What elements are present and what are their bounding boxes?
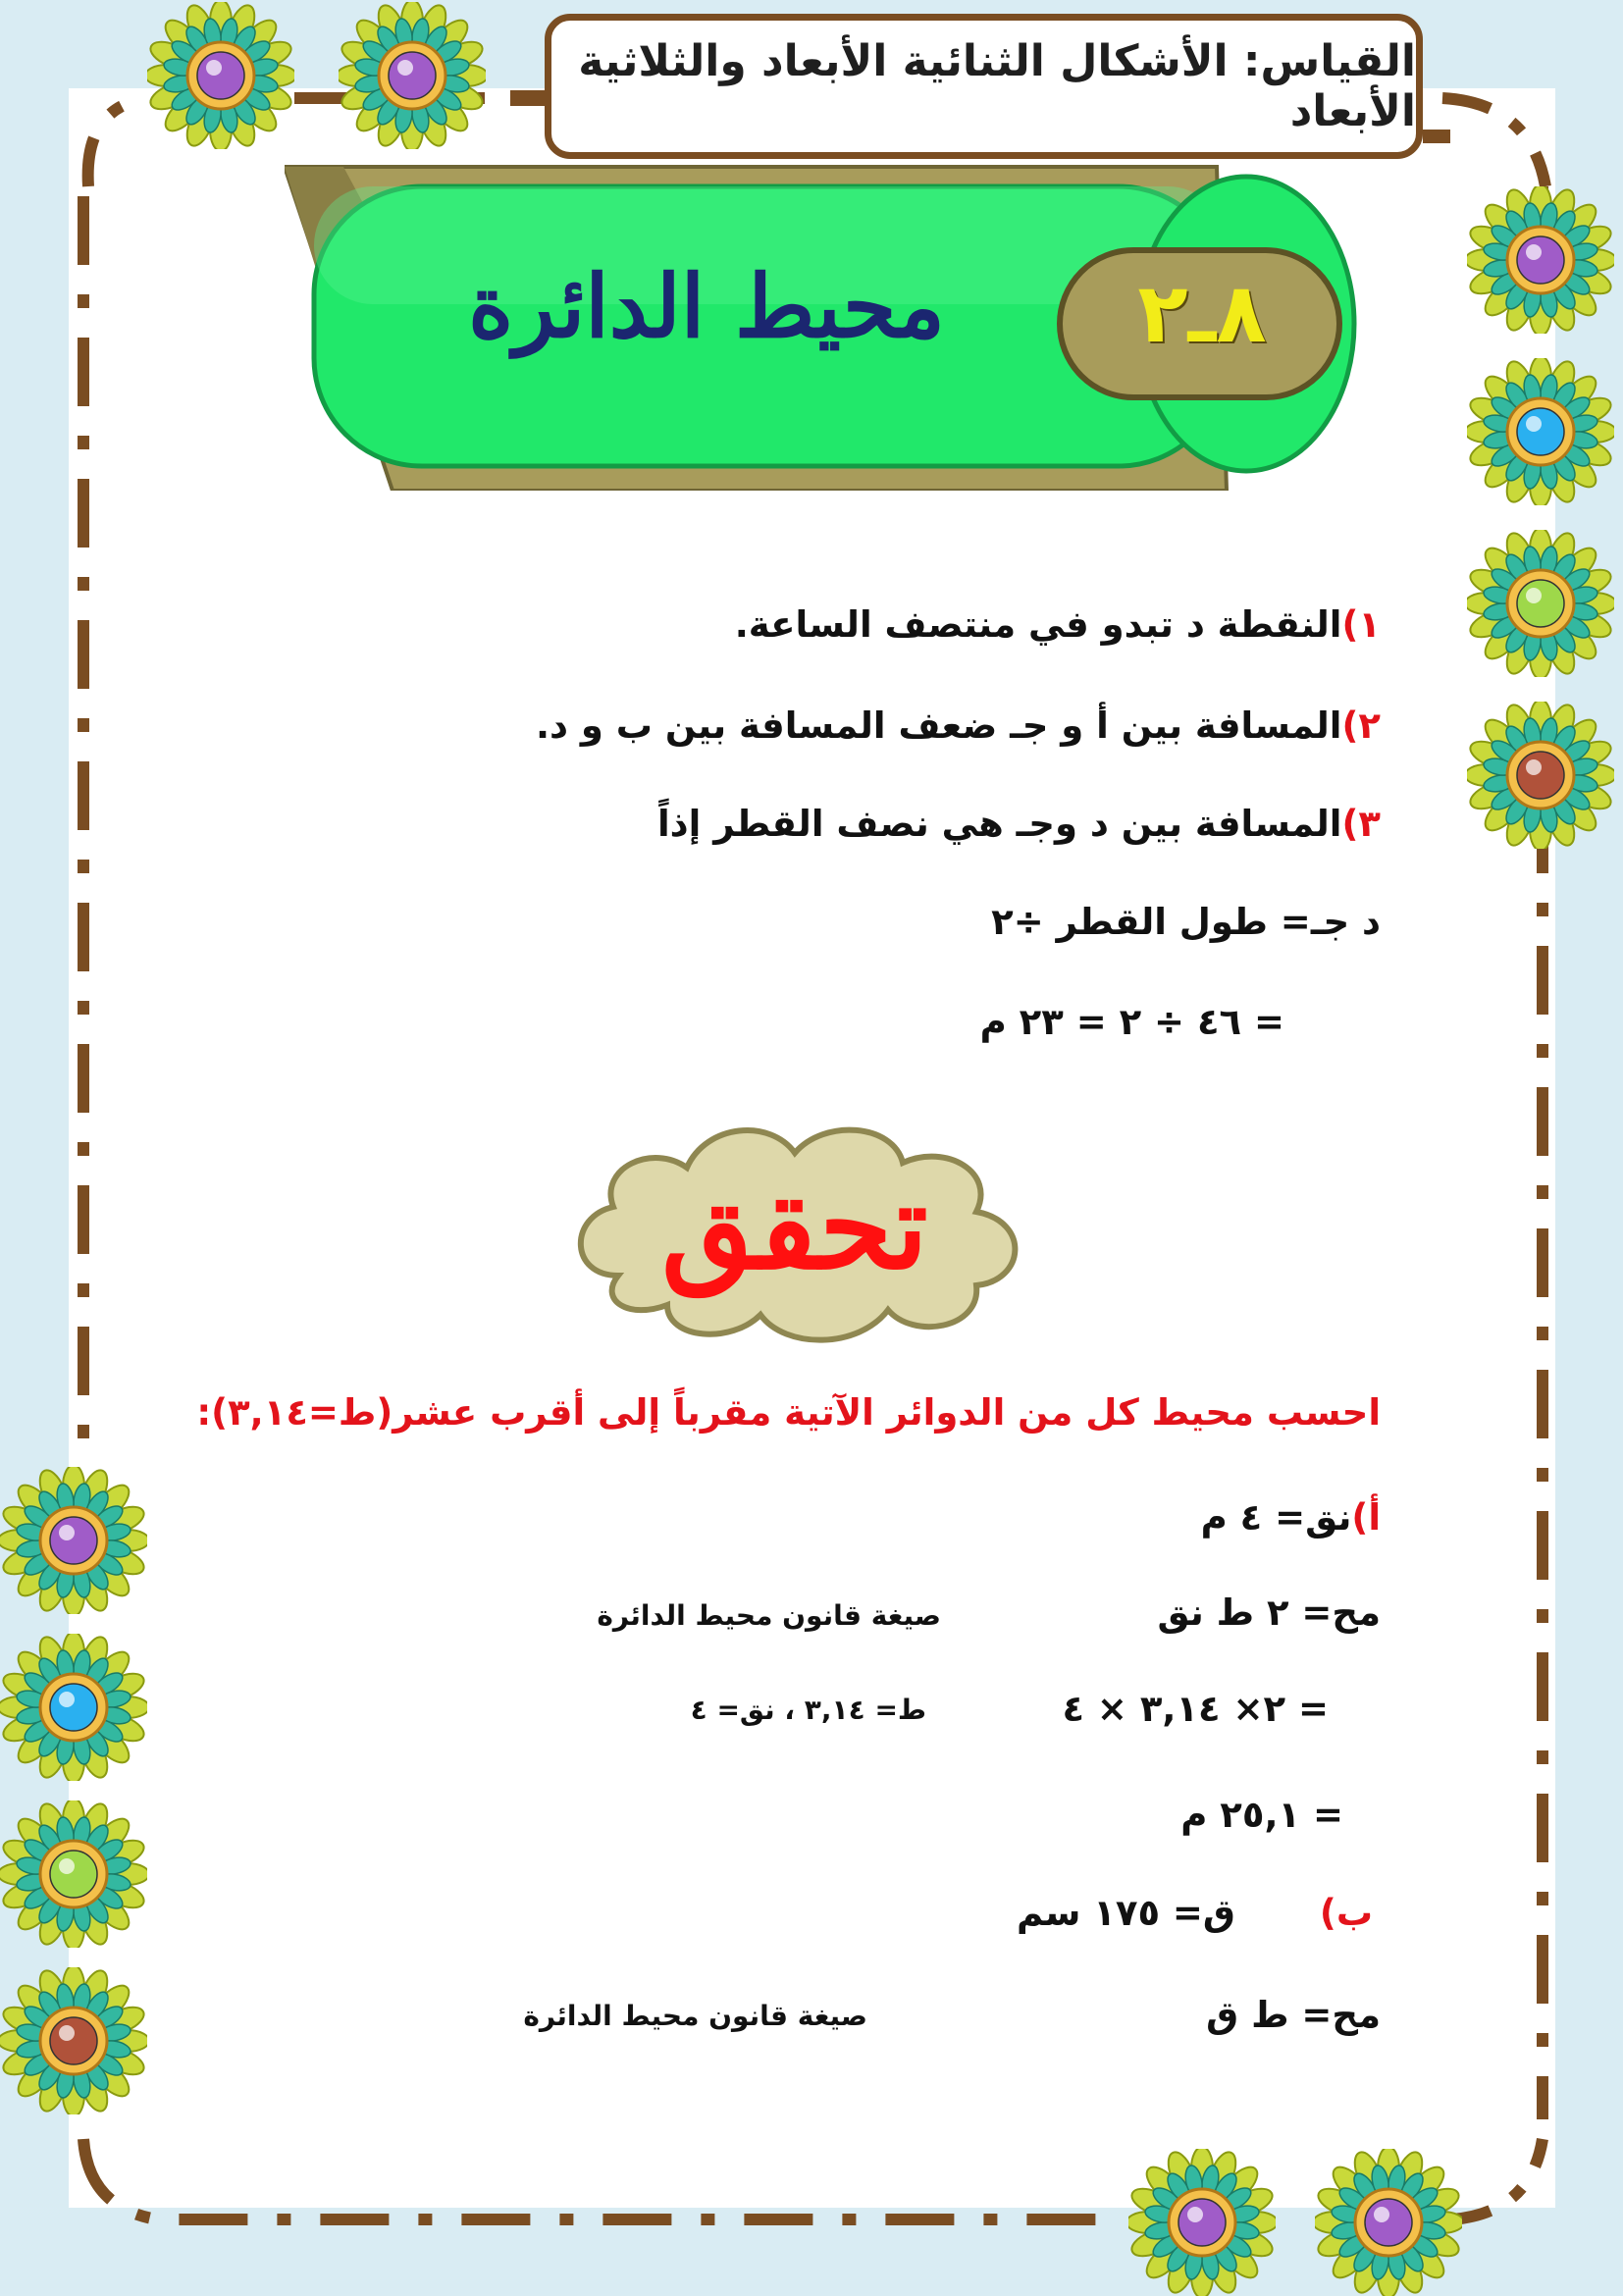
check-title: تحقق [661, 1158, 928, 1296]
flower-ornament-icon [1467, 530, 1614, 677]
lesson-number: ٨ـ٢ [1137, 265, 1267, 361]
part-a-substitution-note: ط= ٣,١٤ ، نق= ٤ [690, 1694, 926, 1726]
part-a-substitution: = ٢× ٣,١٤ × ٤ [1062, 1688, 1329, 1730]
flower-ornament-icon [147, 2, 294, 149]
part-a-formula-note: صيغة قانون محيط الدائرة [597, 1599, 941, 1632]
part-a-given: نق= ٤ م [1200, 1496, 1352, 1539]
item-1-text: النقطة د تبدو في منتصف الساعة. [734, 603, 1342, 646]
part-a-label: أ) [1351, 1496, 1381, 1539]
part-b-given: ق= ١٧٥ سم [1016, 1892, 1235, 1934]
item-3-number: ٣) [1341, 803, 1381, 845]
flower-ornament-icon [0, 1467, 147, 1614]
flower-ornament-icon [1467, 702, 1614, 849]
flower-ornament-icon [0, 1800, 147, 1948]
lesson-title: محيط الدائرة [468, 255, 945, 357]
item-2-text: المسافة بين أ و جـ ضعف المسافة بين ب و د. [535, 704, 1342, 747]
item-2-number: ٢) [1341, 704, 1381, 747]
solution-step-2: = ٤٦ ÷ ٢ = ٢٣ م [979, 1001, 1284, 1043]
solution-item-1 [735, 603, 1381, 646]
solution-item-3 [657, 803, 1381, 845]
part-a-given-line [1201, 1496, 1381, 1539]
unit-header [545, 14, 1423, 159]
part-b-label-text: ب) [1319, 1892, 1373, 1934]
unit-title: القياس: الأشكال الثنائية الأبعاد والثلاثية الأبعاد [578, 36, 1416, 136]
part-b-formula: مح= ط ق [1206, 1994, 1381, 2036]
part-b-formula-note: صيغة قانون محيط الدائرة [523, 2000, 867, 2032]
flower-ornament-icon [0, 1634, 147, 1781]
part-a-formula: مح= ٢ ط نق [1157, 1592, 1381, 1634]
flower-ornament-icon [1467, 186, 1614, 334]
part-b-label [1320, 1892, 1373, 1934]
solution-item-2 [536, 704, 1381, 747]
flower-ornament-icon [1467, 358, 1614, 505]
flower-ornament-icon [0, 1967, 147, 2114]
flower-ornament-icon [1128, 2149, 1276, 2296]
item-3-text: المسافة بين د وجـ هي نصف القطر إذاً [657, 803, 1342, 845]
check-instruction: احسب محيط كل من الدوائر الآتية مقرباً إلى أقرب عشر(ط=٣,١٤): [196, 1391, 1381, 1434]
item-1-number: ١) [1341, 603, 1381, 646]
solution-step-1: د جـ= طول القطر ÷٢ [991, 901, 1381, 943]
flower-ornament-icon [1315, 2149, 1462, 2296]
flower-ornament-icon [339, 2, 486, 149]
part-a-result: = ٢٥,١ م [1180, 1794, 1343, 1836]
